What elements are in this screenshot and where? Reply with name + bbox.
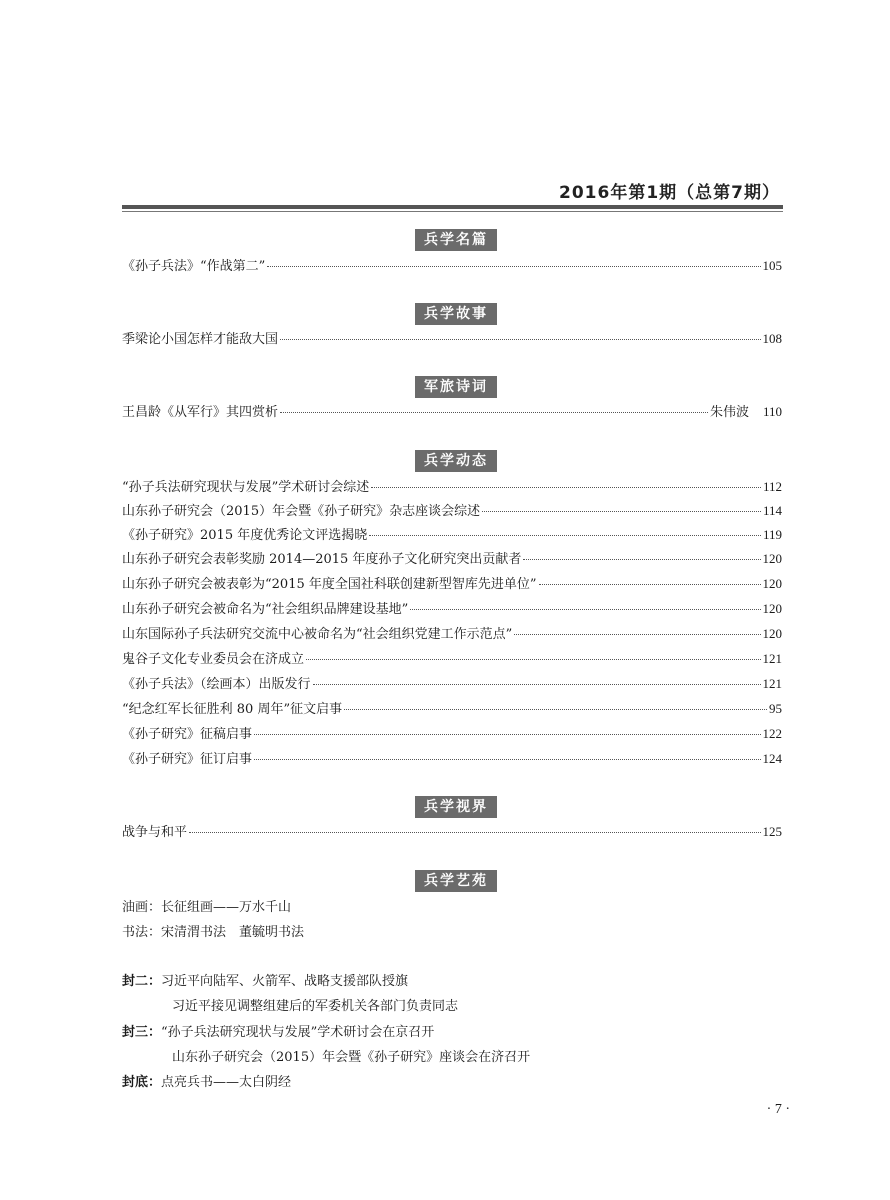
toc-page: 121: [762, 676, 782, 691]
toc-author: 朱伟波: [709, 405, 749, 420]
leader-dots: [254, 734, 760, 735]
toc-entry[interactable]: [122, 502, 782, 521]
leader-dots: [280, 339, 760, 340]
toc-page: 105: [762, 258, 782, 273]
leader-dots: [523, 559, 760, 560]
leader-dots: [254, 759, 760, 760]
toc-title: 鬼谷子文化专业委员会在济成立: [122, 652, 305, 667]
leader-dots: [189, 832, 760, 833]
section-label-bingxue-dongtai: 兵学动态: [415, 450, 497, 472]
toc-title: 《孙子兵法》“作战第二”: [122, 259, 266, 274]
leader-dots: [514, 634, 760, 635]
toc-page: 112: [762, 479, 782, 494]
toc-entry[interactable]: [122, 675, 782, 694]
toc-entry[interactable]: [122, 478, 782, 497]
toc-entry[interactable]: [122, 700, 782, 719]
leader-dots: [306, 659, 760, 660]
art-line: 油画：长征组画——万水千山: [122, 900, 292, 915]
leader-dots: [369, 535, 761, 536]
page-number: · 7 ·: [766, 1102, 790, 1117]
toc-entry[interactable]: [122, 403, 782, 422]
section-label-bingxue-gushi: 兵学故事: [415, 303, 497, 325]
section-label-bingxue-mingpian: 兵学名篇: [415, 229, 497, 251]
toc-title: 《孙子研究》2015 年度优秀论文评选揭晓: [122, 528, 368, 543]
back-cover-text: 点亮兵书——太白阴经: [161, 1075, 292, 1090]
section-label-junlv-shici: 军旅诗词: [415, 376, 497, 398]
toc-page: 95: [769, 701, 782, 716]
toc-page: 121: [762, 651, 782, 666]
toc-page: 124: [762, 751, 782, 766]
header-rule-thin: [122, 211, 783, 212]
leader-dots: [313, 684, 761, 685]
leader-dots: [371, 487, 761, 488]
toc-entry[interactable]: [122, 625, 782, 644]
toc-entry[interactable]: [122, 725, 782, 744]
cover-2-line-1: [122, 970, 408, 989]
toc-title: 王昌龄《从军行》其四赏析: [122, 405, 279, 420]
toc-page: 125: [762, 824, 782, 839]
toc-title: 山东孙子研究会表彰奖励 2014—2015 年度孙子文化研究突出贡献者: [122, 552, 522, 567]
cover-3-key: 封三：: [122, 1025, 162, 1040]
toc-page: 122: [762, 726, 782, 741]
toc-entry[interactable]: [122, 650, 782, 669]
toc-title: “孙子兵法研究现状与发展”学术研讨会综述: [122, 480, 370, 495]
toc-entry[interactable]: [122, 257, 782, 276]
section-label-bingxue-shijie: 兵学视界: [415, 796, 497, 818]
toc-page: 120: [762, 601, 782, 616]
section-label-bingxue-yiyuan: 兵学艺苑: [415, 870, 497, 892]
cover-3-text: “孙子兵法研究现状与发展”学术研讨会在京召开: [161, 1025, 435, 1040]
toc-title: 战争与和平: [122, 825, 188, 840]
toc-title: 《孙子兵法》（绘画本）出版发行: [122, 677, 311, 692]
toc-entry[interactable]: [122, 823, 782, 842]
toc-page: 108: [762, 331, 782, 346]
back-cover-key: 封底：: [122, 1075, 162, 1090]
cover-2-key: 封二：: [122, 974, 162, 989]
toc-title: “纪念红军长征胜利 80 周年”征文启事: [122, 702, 343, 717]
toc-page: 114: [762, 503, 782, 518]
cover-3-line-2: 山东孙子研究会（2015）年会暨《孙子研究》座谈会在济召开: [172, 1050, 531, 1065]
leader-dots: [344, 709, 767, 710]
leader-dots: [267, 266, 760, 267]
cover-3-line-1: [122, 1021, 434, 1040]
toc-title: 季梁论小国怎样才能敌大国: [122, 332, 279, 347]
toc-page: 110: [762, 404, 782, 419]
cover-2-line-2: 习近平接见调整组建后的军委机关各部门负责同志: [172, 999, 459, 1014]
cover-2-text: 习近平向陆军、火箭军、战略支援部队授旗: [161, 974, 409, 989]
toc-page: 120: [762, 576, 782, 591]
toc-entry[interactable]: [122, 575, 782, 594]
back-cover-line: [122, 1071, 291, 1090]
toc-entry[interactable]: [122, 526, 782, 545]
toc-title: 山东国际孙子兵法研究交流中心被命名为“社会组织党建工作示范点”: [122, 627, 513, 642]
toc-title: 《孙子研究》征稿启事: [122, 727, 253, 742]
toc-title: 山东孙子研究会被表彰为“2015 年度全国社科联创建新型智库先进单位”: [122, 577, 537, 592]
toc-entry[interactable]: [122, 550, 782, 569]
header-rule-thick: [122, 205, 783, 209]
toc-page: 120: [762, 551, 782, 566]
leader-dots: [410, 609, 760, 610]
toc-page: 120: [762, 626, 782, 641]
issue-header: 2016年第1期（总第7期）: [559, 183, 780, 203]
leader-dots: [280, 412, 708, 413]
toc-title: 山东孙子研究会（2015）年会暨《孙子研究》杂志座谈会综述: [122, 504, 481, 519]
toc-entry[interactable]: [122, 330, 782, 349]
toc-title: 山东孙子研究会被命名为“社会组织品牌建设基地”: [122, 602, 409, 617]
toc-page: 119: [762, 527, 782, 542]
leader-dots: [539, 584, 761, 585]
toc-entry[interactable]: [122, 750, 782, 769]
leader-dots: [482, 511, 761, 512]
toc-title: 《孙子研究》征订启事: [122, 752, 253, 767]
toc-entry[interactable]: [122, 600, 782, 619]
art-line: 书法：宋清渭书法 董毓明书法: [122, 925, 305, 940]
